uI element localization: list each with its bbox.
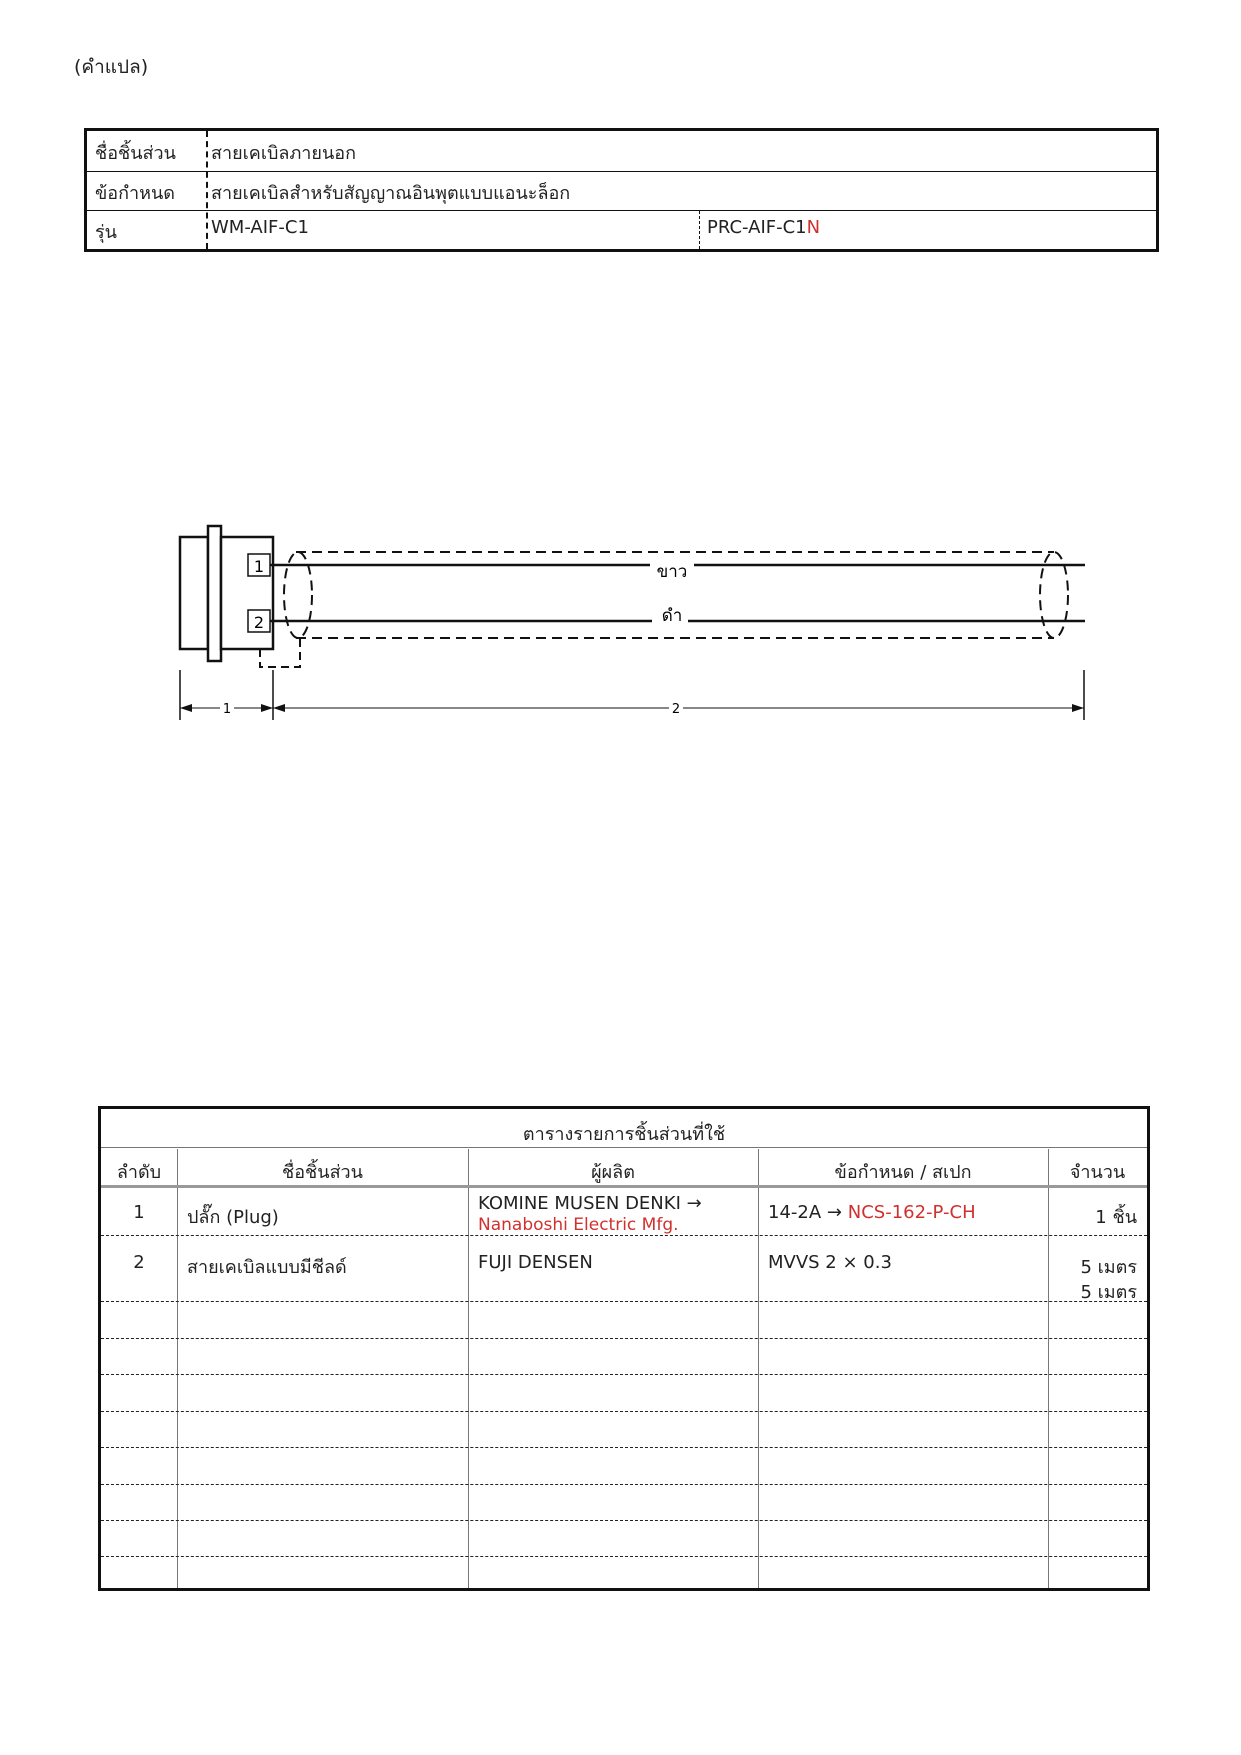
- empty-row-line: [101, 1374, 1147, 1375]
- row-2-spec: MVVS 2 × 0.3: [768, 1252, 892, 1273]
- empty-row-line: [101, 1447, 1147, 1448]
- model-suffix: N: [806, 217, 821, 238]
- part-name-value: สายเคเบิลภายนอก: [211, 143, 356, 164]
- empty-row-line: [101, 1338, 1147, 1339]
- connector-flange: [180, 537, 208, 649]
- model-value-2: PRC-AIF-C1N: [707, 217, 821, 238]
- col-header-name: ชื่อชิ้นส่วน: [282, 1162, 363, 1183]
- empty-row-line: [101, 1484, 1147, 1485]
- model-value-1: WM-AIF-C1: [211, 217, 309, 238]
- spec-label: ข้อกำหนด: [95, 183, 175, 204]
- translation-note: (คำแปล): [74, 56, 149, 78]
- part-name-label: ชื่อชิ้นส่วน: [95, 143, 176, 164]
- empty-row-line: [101, 1556, 1147, 1557]
- row-1-maker-new: Nanaboshi Electric Mfg.: [478, 1215, 679, 1235]
- empty-row-line: [101, 1411, 1147, 1412]
- row-2-qty-2: 5 เมตร: [1080, 1282, 1137, 1303]
- row-2-no: 2: [133, 1252, 145, 1273]
- model-column-divider: [699, 211, 700, 249]
- row-1-qty: 1 ชิ้น: [1095, 1207, 1137, 1228]
- spec-row: [87, 171, 1156, 209]
- part-name-row: [87, 131, 1156, 169]
- col-header-qty: จำนวน: [1069, 1162, 1126, 1183]
- empty-row-line: [101, 1520, 1147, 1521]
- pin-1-label: 1: [253, 557, 265, 576]
- model-label: รุ่น: [95, 222, 117, 243]
- part-info-table: [84, 128, 1159, 252]
- spec-value: สายเคเบิลสำหรับสัญญาณอินพุตแบบแอนะล็อก: [211, 183, 571, 204]
- row-2-name: สายเคเบิลแบบมีชีลด์: [187, 1257, 347, 1278]
- cable-diagram: [0, 510, 1241, 740]
- row-1-no: 1: [133, 1202, 145, 1223]
- col-header-maker: ผู้ผลิต: [591, 1162, 635, 1183]
- header-underline: [101, 1185, 1147, 1188]
- arrow-icon: →: [826, 1202, 842, 1223]
- row-1-maker: KOMINE MUSEN DENKI →: [478, 1193, 702, 1214]
- row-1-spec: 14-2A → NCS-162-P-CH: [768, 1202, 976, 1223]
- col-header-spec: ข้อกำหนด / สเปก: [834, 1162, 972, 1183]
- dim-2-label: 2: [671, 702, 681, 717]
- dim-1-label: 1: [222, 702, 232, 717]
- wire-2-color-label: ดำ: [661, 606, 683, 626]
- arrow-icon: →: [686, 1193, 702, 1214]
- pin-2-label: 2: [253, 613, 265, 632]
- parts-table-title: ตารางรายการชิ้นส่วนที่ใช้: [522, 1124, 726, 1145]
- row-2-maker: FUJI DENSEN: [478, 1252, 593, 1273]
- model-row: [87, 210, 1156, 248]
- col-header-no: ลำดับ: [116, 1162, 162, 1183]
- row-1-name: ปลั๊ก (Plug): [187, 1207, 279, 1228]
- row-2-qty: 5 เมตร: [1080, 1257, 1137, 1278]
- parts-list-table: [98, 1106, 1150, 1591]
- connector-ring: [208, 526, 221, 661]
- wire-1-color-label: ขาว: [656, 562, 688, 582]
